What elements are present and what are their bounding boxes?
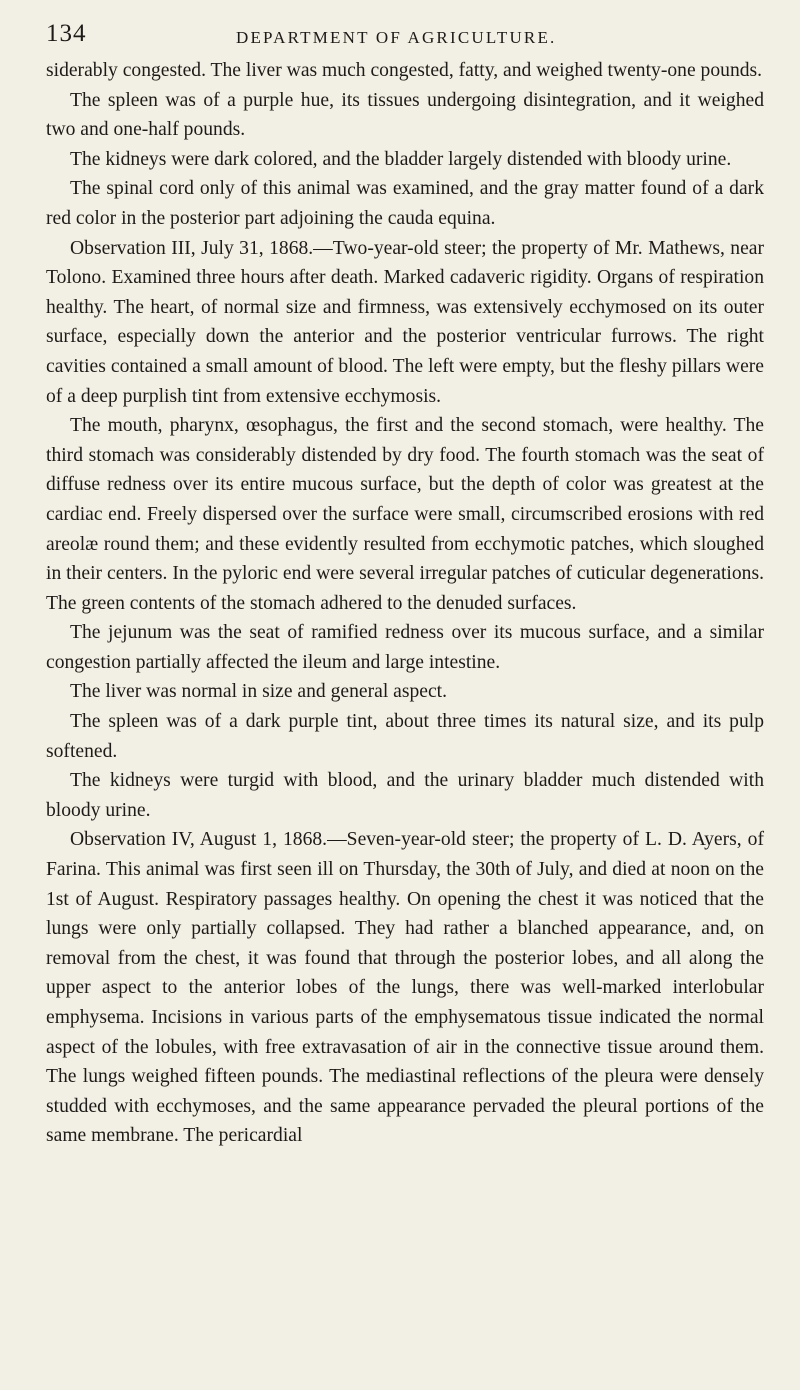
paragraph: The spleen was of a purple hue, its tissues undergoing disintegration, and it weighed two and one-half pounds. — [46, 89, 764, 141]
paragraph: The jejunum was the seat of ramified redness over its mucous surface, and a similar congestion partially affected the ileum and large intestine. — [46, 622, 764, 673]
paragraph: The spinal cord only of this animal was examined, and the gray matter found of a dark red color in the posterior part adjoining the cauda equina. — [46, 178, 764, 229]
paragraph: The liver was normal in size and general aspect. — [70, 681, 448, 703]
page-header — [46, 14, 764, 56]
body-text — [46, 56, 764, 1151]
paragraph: Observation III, July 31, 1868.—Two-year-old steer; the property of Mr. Mathews, near Tolono. Examined three hours after death. Marked cadaveric rigidity. Organs of respiration healthy. The heart, of normal size and firmness, was extensively ecchymosed on its outer surface, especially down the anterior and the posterior ventricular furrows. The right cavities contained a small amount of blood. The left were empty, but the fleshy pillars were of a deep purplish tint from extensive ecchymosis. — [46, 237, 764, 407]
paragraph: Observation IV, August 1, 1868.—Seven-year-old steer; the property of L. D. Ayers, of Farina. This animal was first seen ill on Thursday, the 30th of July, and died at noon on the 1st of August. Respiratory passages healthy. On opening the chest it was noticed that the lungs were only partially collapsed. They had rather a blanched appearance, and, on removal from the chest, it was found that through the posterior lobes, and all along the upper aspect to the anterior lobes of the lungs, there was well-marked interlobular emphysema. Incisions in various parts of the emphysematous tissue indicated the normal aspect of the lobules, with free extravasation of air in the connective tissue around them. The lungs weighed fifteen pounds. The mediastinal reflections of the pleura were densely studded with ecchymoses, and the same appearance pervaded the pleural portions of the same membrane. The pericardial — [46, 829, 764, 1147]
page-number: 134 — [46, 20, 87, 47]
running-head: DEPARTMENT OF AGRICULTURE. — [236, 28, 557, 47]
paragraph: The kidneys were dark colored, and the bladder largely distended with bloody urine. — [70, 148, 732, 170]
paragraph: siderably congested. The liver was much congested, fatty, and weighed twenty-one pounds. — [46, 60, 763, 81]
paragraph: The kidneys were turgid with blood, and the urinary bladder much distended with bloody urine. — [46, 770, 764, 821]
paragraph: The spleen was of a dark purple tint, about three times its natural size, and its pulp softened. — [46, 711, 764, 762]
paragraph: The mouth, pharynx, œsophagus, the first and the second stomach, were healthy. The third stomach was considerably distended by dry food. The fourth stomach was the seat of diffuse redness over its entire mucous surface, but the depth of color was greatest at the cardiac end. Freely dispersed over the surface were small, circumscribed erosions with red areolæ round them; and these evidently resulted from ecchymotic patches, which sloughed in their centers. In the pyloric end were several irregular patches of cuticular degenerations. The green contents of the stomach adhered to the denuded surfaces. — [46, 415, 764, 614]
